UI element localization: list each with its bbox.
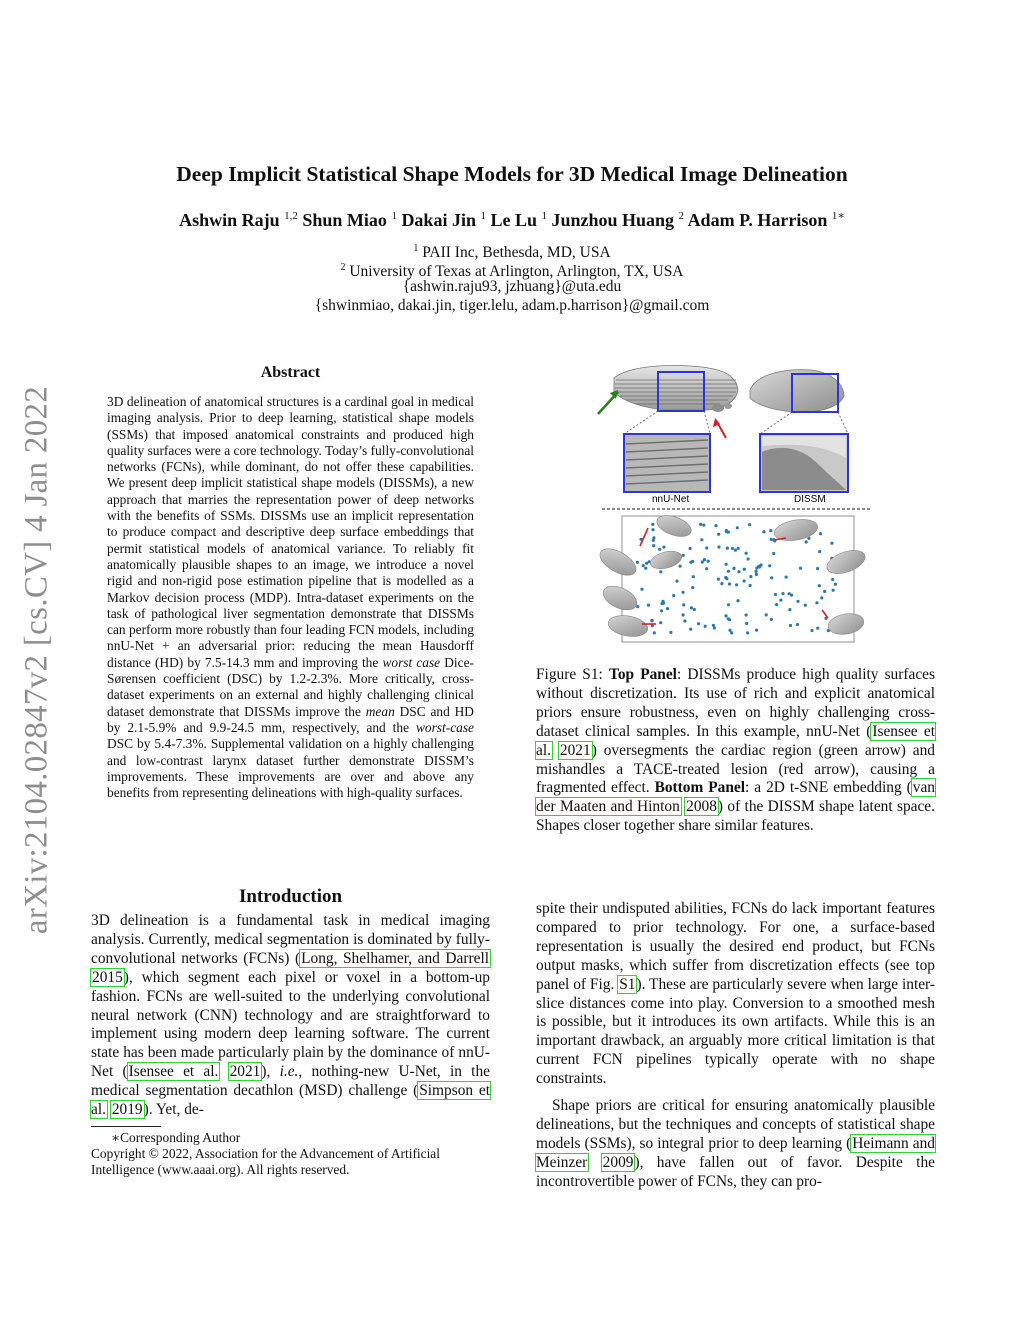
tsne-point <box>662 546 665 549</box>
copyright-note: Copyright © 2022, Association for the Advancement of Artificial Intelligence (www.aaai.org). All rights reserved. <box>91 1145 440 1177</box>
author-name: Junzhou Huang <box>551 210 675 230</box>
tsne-point <box>796 600 799 603</box>
tsne-point <box>645 562 648 565</box>
tsne-point <box>682 591 685 594</box>
intro-text: ), <box>261 1063 280 1081</box>
tsne-point <box>689 628 692 631</box>
tsne-point <box>705 567 708 570</box>
affiliation-sup: 1 <box>413 243 419 254</box>
footnote-rule <box>91 1126 161 1127</box>
tsne-point <box>735 583 738 586</box>
paper-title: Deep Implicit Statistical Shape Models for 3D Medical Image Delineation <box>176 162 848 186</box>
tsne-point <box>737 570 740 573</box>
tsne-point <box>831 578 834 581</box>
tsne-point <box>693 608 696 611</box>
tsne-point <box>804 604 807 607</box>
dissm-liver-render <box>750 370 844 412</box>
tsne-point <box>745 622 748 625</box>
tsne-point <box>727 603 730 606</box>
tsne-point <box>781 592 784 595</box>
tsne-point <box>636 561 639 564</box>
tsne-point <box>666 607 669 610</box>
citation-link[interactable]: Simpson et al. <box>91 1082 490 1119</box>
dissm-label: DISSM <box>794 494 826 505</box>
author-name: Le Lu <box>490 210 537 230</box>
tsne-point <box>810 629 813 632</box>
author-sup: 1,2 <box>284 210 298 222</box>
tsne-point <box>755 570 758 573</box>
body-text: ). These are particularly severe when large inter-slice distances come into play. Conversion to a smoothed mesh is possible, but it introduces its own artifacts. While this is an important drawback, an arguably more critical limitation is that current FCN pipelines typically operate with no shape constraints. <box>536 975 935 1088</box>
tsne-point <box>672 594 675 597</box>
tsne-point <box>774 593 777 596</box>
tsne-point <box>731 547 734 550</box>
tsne-point <box>659 621 662 624</box>
tsne-point <box>652 544 655 547</box>
introduction-body <box>91 912 490 1120</box>
shape-thumbnail <box>648 548 683 572</box>
tsne-point <box>689 547 692 550</box>
tsne-point <box>832 589 835 592</box>
citation-link[interactable] <box>300 950 490 967</box>
tsne-point <box>816 567 819 570</box>
tsne-point <box>642 564 645 567</box>
abstract-emph: worst-case <box>415 719 474 735</box>
figure-ref-link[interactable]: S1 <box>619 975 636 993</box>
tsne-point <box>823 590 826 593</box>
tsne-point <box>736 526 739 529</box>
citation-authors: Long, Shelhamer, and Darrell <box>301 949 489 967</box>
tsne-point <box>728 582 731 585</box>
tsne-point <box>679 565 682 568</box>
citation-year-link[interactable]: 2009 <box>602 1153 634 1171</box>
tsne-point <box>745 613 748 616</box>
email-line-1: {ashwin.raju93, jzhuang}@uta.edu <box>402 278 622 295</box>
tsne-point <box>724 576 727 579</box>
tsne-point <box>682 613 685 616</box>
introduction-heading: Introduction <box>238 886 343 907</box>
citation-year-link[interactable]: 2019 <box>111 1101 143 1119</box>
tsne-point <box>746 631 749 634</box>
tsne-point <box>818 550 821 553</box>
tsne-point <box>727 570 730 573</box>
tsne-point <box>691 586 694 589</box>
arxiv-stamp-text: arXiv:2104.02847v2 [cs.CV] 4 Jan 2022 <box>18 385 55 935</box>
email-line-2: {shwinmiao, dakai.jin, tiger.lelu, adam.p.harrison}@gmail.com <box>314 297 710 314</box>
author-list <box>0 209 1024 231</box>
tsne-point <box>819 532 822 535</box>
tsne-point <box>692 575 695 578</box>
tsne-point <box>788 592 791 595</box>
tsne-point <box>743 579 746 582</box>
tsne-point <box>805 540 808 543</box>
author-sup: 2 <box>678 210 685 222</box>
tsne-point <box>762 530 765 533</box>
citation-year-link[interactable]: 2008 <box>686 798 717 816</box>
abstract-text: DSC and HD by 2.1-5.9% and 9.9-24.5 mm, respectively, and the <box>107 703 474 735</box>
tsne-point <box>730 631 733 634</box>
caption-bold: Bottom Panel <box>654 779 746 797</box>
author-name: Ashwin Raju <box>179 210 280 230</box>
abstract-emph: worst case <box>382 654 441 670</box>
author-name: Dakai Jin <box>401 210 476 230</box>
affiliation-text: University of Texas at Arlington, Arlington, TX, USA <box>349 263 684 281</box>
tsne-point <box>644 567 647 570</box>
caption-text: ) of the DISSM shape latent space. Shapes closer together share similar features. <box>536 798 935 835</box>
tsne-point <box>743 568 746 571</box>
tsne-point <box>725 563 728 566</box>
citation-link[interactable]: Isensee et al. <box>536 722 935 759</box>
tsne-point <box>834 583 837 586</box>
body-text: Shape priors are critical for ensuring anatomically plausible delineations, but the techniques and concepts of statistical shape models (SSMs), so integral prior to deep learning ( <box>536 1097 935 1152</box>
tsne-point <box>769 529 772 532</box>
citation-year-link[interactable]: 2021 <box>559 741 591 759</box>
citation-year-link[interactable]: 2021 <box>229 1063 261 1081</box>
caption-bold: Top Panel <box>608 666 677 683</box>
right-column-body <box>536 900 935 1192</box>
tsne-point <box>660 609 663 612</box>
author-name: Adam P. Harrison <box>687 210 828 230</box>
tsne-point <box>699 523 702 526</box>
tsne-point <box>789 624 792 627</box>
tsne-point <box>796 623 799 626</box>
arxiv-stamp <box>12 365 62 955</box>
tsne-point <box>704 625 707 628</box>
tsne-point <box>682 554 685 557</box>
citation-year-link[interactable]: 2015 <box>92 968 123 986</box>
tsne-point <box>675 580 678 583</box>
figure-s1 <box>596 362 874 652</box>
intro-text: 3D delineation is a fundamental task in medical imaging analysis. Currently, medical segmentation is dominated by fully-convolutional networks (FCNs) ( <box>91 912 490 967</box>
tsne-point <box>652 536 655 539</box>
tsne-point <box>703 558 706 561</box>
abstract-text: DSC by 5.4-7.3%. Supplemental validation on a highly challenging and low-contrast larynx dataset further demonstrate DISSM’s improvements. These improvements are over and above any benefits from representing delineations with high-quality surfaces. <box>107 736 474 801</box>
author-sup: 1 <box>391 210 397 222</box>
shape-thumbnail <box>827 611 866 637</box>
tsne-point <box>765 613 768 616</box>
red-link <box>822 610 828 618</box>
tsne-point <box>714 524 717 527</box>
author-sup: 1 <box>541 210 547 222</box>
citation-link[interactable]: Heimann and Meinzer <box>536 1134 935 1171</box>
author-name: Shun Miao <box>302 210 387 230</box>
tsne-point <box>653 631 656 634</box>
tsne-point <box>724 614 727 617</box>
tsne-point <box>734 549 737 552</box>
shape-thumbnail <box>596 543 640 580</box>
citation-link[interactable]: van der Maaten and Hinton <box>536 779 935 816</box>
tsne-point <box>768 564 771 567</box>
tsne-point <box>640 588 643 591</box>
intro-text: ), which segment each pixel or voxel in a bottom-up fashion. FCNs are well-suited to the underlying convolutional neural network (CNN) technology and are straightforward to implement using modern deep learning software. The current state has been made particularly plain by the dominance of nnU-Net ( <box>91 968 490 1081</box>
abstract-heading: Abstract <box>260 364 321 381</box>
tsne-point <box>732 567 735 570</box>
tsne-point <box>747 557 750 560</box>
abstract-body <box>107 394 474 801</box>
tsne-point <box>725 530 728 533</box>
tsne-point <box>658 548 661 551</box>
tsne-point <box>770 618 773 621</box>
tsne-point <box>720 582 723 585</box>
tsne-point <box>669 631 672 634</box>
tsne-point <box>691 560 694 563</box>
affiliation-sup: 2 <box>340 262 346 273</box>
tsne-point <box>785 576 788 579</box>
tsne-point <box>697 622 700 625</box>
abstract-text: Dice-Sørensen coefficient (DSC) by 1.2-2.3%. More critically, cross-dataset experiments on an external and highly challenging clinical dataset demonstrate that DISSMs improve the <box>107 654 474 719</box>
tsne-point <box>745 552 748 555</box>
figure-s1-graphic <box>596 362 874 652</box>
tsne-point <box>815 601 818 604</box>
tsne-point <box>770 576 773 579</box>
shape-thumbnail <box>607 613 650 640</box>
abstract-emph: mean <box>365 703 395 719</box>
tsne-point <box>717 533 720 536</box>
caption-text: ) oversegments the cardiac region (green arrow) and mishandles a TACE-treated lesion (red arrow), causing a fragmented effect. <box>536 741 935 797</box>
intro-text: , nothing-new U-Net, in the medical segmentation decathlon (MSD) challenge ( <box>91 1063 490 1100</box>
footnote <box>91 1130 490 1177</box>
caption-prefix: Figure S1: <box>536 666 609 683</box>
tsne-point <box>816 627 819 630</box>
tsne-point <box>775 603 778 606</box>
tsne-point <box>748 523 751 526</box>
tsne-point <box>647 604 650 607</box>
nnunet-label: nnU-Net <box>652 494 690 505</box>
tsne-point <box>749 575 752 578</box>
tsne-point <box>749 584 752 587</box>
tsne-point <box>659 570 662 573</box>
tsne-point <box>755 629 758 632</box>
tsne-point <box>701 560 704 563</box>
body-text: ), have fallen out of favor. Despite the incontrovertible power of FCNs, they can pro- <box>536 1153 935 1190</box>
tsne-point <box>788 608 791 611</box>
tsne-point <box>690 606 693 609</box>
tsne-point <box>682 603 685 606</box>
tsne-point <box>705 546 708 549</box>
tsne-point <box>727 617 730 620</box>
caption-text: : DISSMs produce high quality surfaces without discretization. Its use of rich and explicit anatomical priors ensure robustness, even on highly challenging cross-dataset clinical samples. In this example, nnU-Net ( <box>536 666 935 740</box>
tsne-point <box>712 624 715 627</box>
tsne-point <box>700 538 703 541</box>
tsne-point <box>651 528 654 531</box>
tsne-point <box>651 523 654 526</box>
red-link <box>640 528 648 546</box>
tsne-point <box>760 563 763 566</box>
tsne-point <box>650 619 653 622</box>
tsne-point <box>737 547 740 550</box>
tsne-point <box>799 567 802 570</box>
tsne-point <box>661 600 664 603</box>
tsne-point <box>820 596 823 599</box>
shape-thumbnail <box>599 581 640 614</box>
tsne-point <box>702 524 705 527</box>
intro-text: ). Yet, de- <box>143 1101 204 1119</box>
tsne-point <box>818 584 821 587</box>
affiliation-text: PAII Inc, Bethesda, MD, USA <box>422 244 611 262</box>
tsne-point <box>772 552 775 555</box>
tsne-point <box>683 619 686 622</box>
abstract-text: 3D delineation of anatomical structures is a cardinal goal in medical imaging analysis. Prior to deep learning, statistical shape models (SSMs) that imposed anatomical constraints and produced high quality surfaces were a core technology. Today’s fully-convolutional networks (FCNs), while dominant, do not offer these capabilities. We present deep implicit statistical shape models (DISSMs), a new approach that marries the representation power of deep networks with the benefits of SSMs. DISSMs use an implicit representation to produce compact and descriptive deep surface embeddings that permit statistical models of anatomical variance. To reliably fit anatomically plausible shapes to an image, we introduce a novel rigid and non-rigid pose estimation pipeline that is modelled as a Markov decision process (MDP). Intra-dataset experiments on the task of pathological liver segmentation demonstrate that DISSMs can perform more robustly than four leading FCN models, including nnU-Net + an adversarial prior: reducing the mean Hausdorff distance (HD) by 7.5-14.3 mm and improving the <box>107 394 474 670</box>
caption-text: : a 2D t-SNE embedding ( <box>745 779 912 797</box>
tsne-point <box>736 599 739 602</box>
citation-link[interactable]: Isensee et al. <box>128 1063 219 1081</box>
body-text: spite their undisputed abilities, FCNs do lack important features compared to prior technology. For one, a surface-based representation is usually the desired end product, but FCNs output masks, which suffer from discretization effects (see top panel of Fig. <box>536 900 935 993</box>
tsne-point <box>717 545 720 548</box>
tsne-point <box>830 542 833 545</box>
corresponding-author-note: ∗Corresponding Author <box>111 1130 241 1145</box>
shape-thumbnail <box>824 546 868 578</box>
tsne-point <box>726 547 729 550</box>
author-sup: 1∗ <box>831 210 845 222</box>
figure-caption <box>536 666 935 836</box>
tsne-point <box>717 578 720 581</box>
intro-emph: i.e. <box>279 1063 299 1081</box>
tsne-point <box>755 573 758 576</box>
tsne-plot-frame <box>622 516 854 642</box>
tsne-point <box>707 560 710 563</box>
tsne-point <box>770 538 773 541</box>
tsne-point <box>779 599 782 602</box>
author-sup: 1 <box>480 210 486 222</box>
